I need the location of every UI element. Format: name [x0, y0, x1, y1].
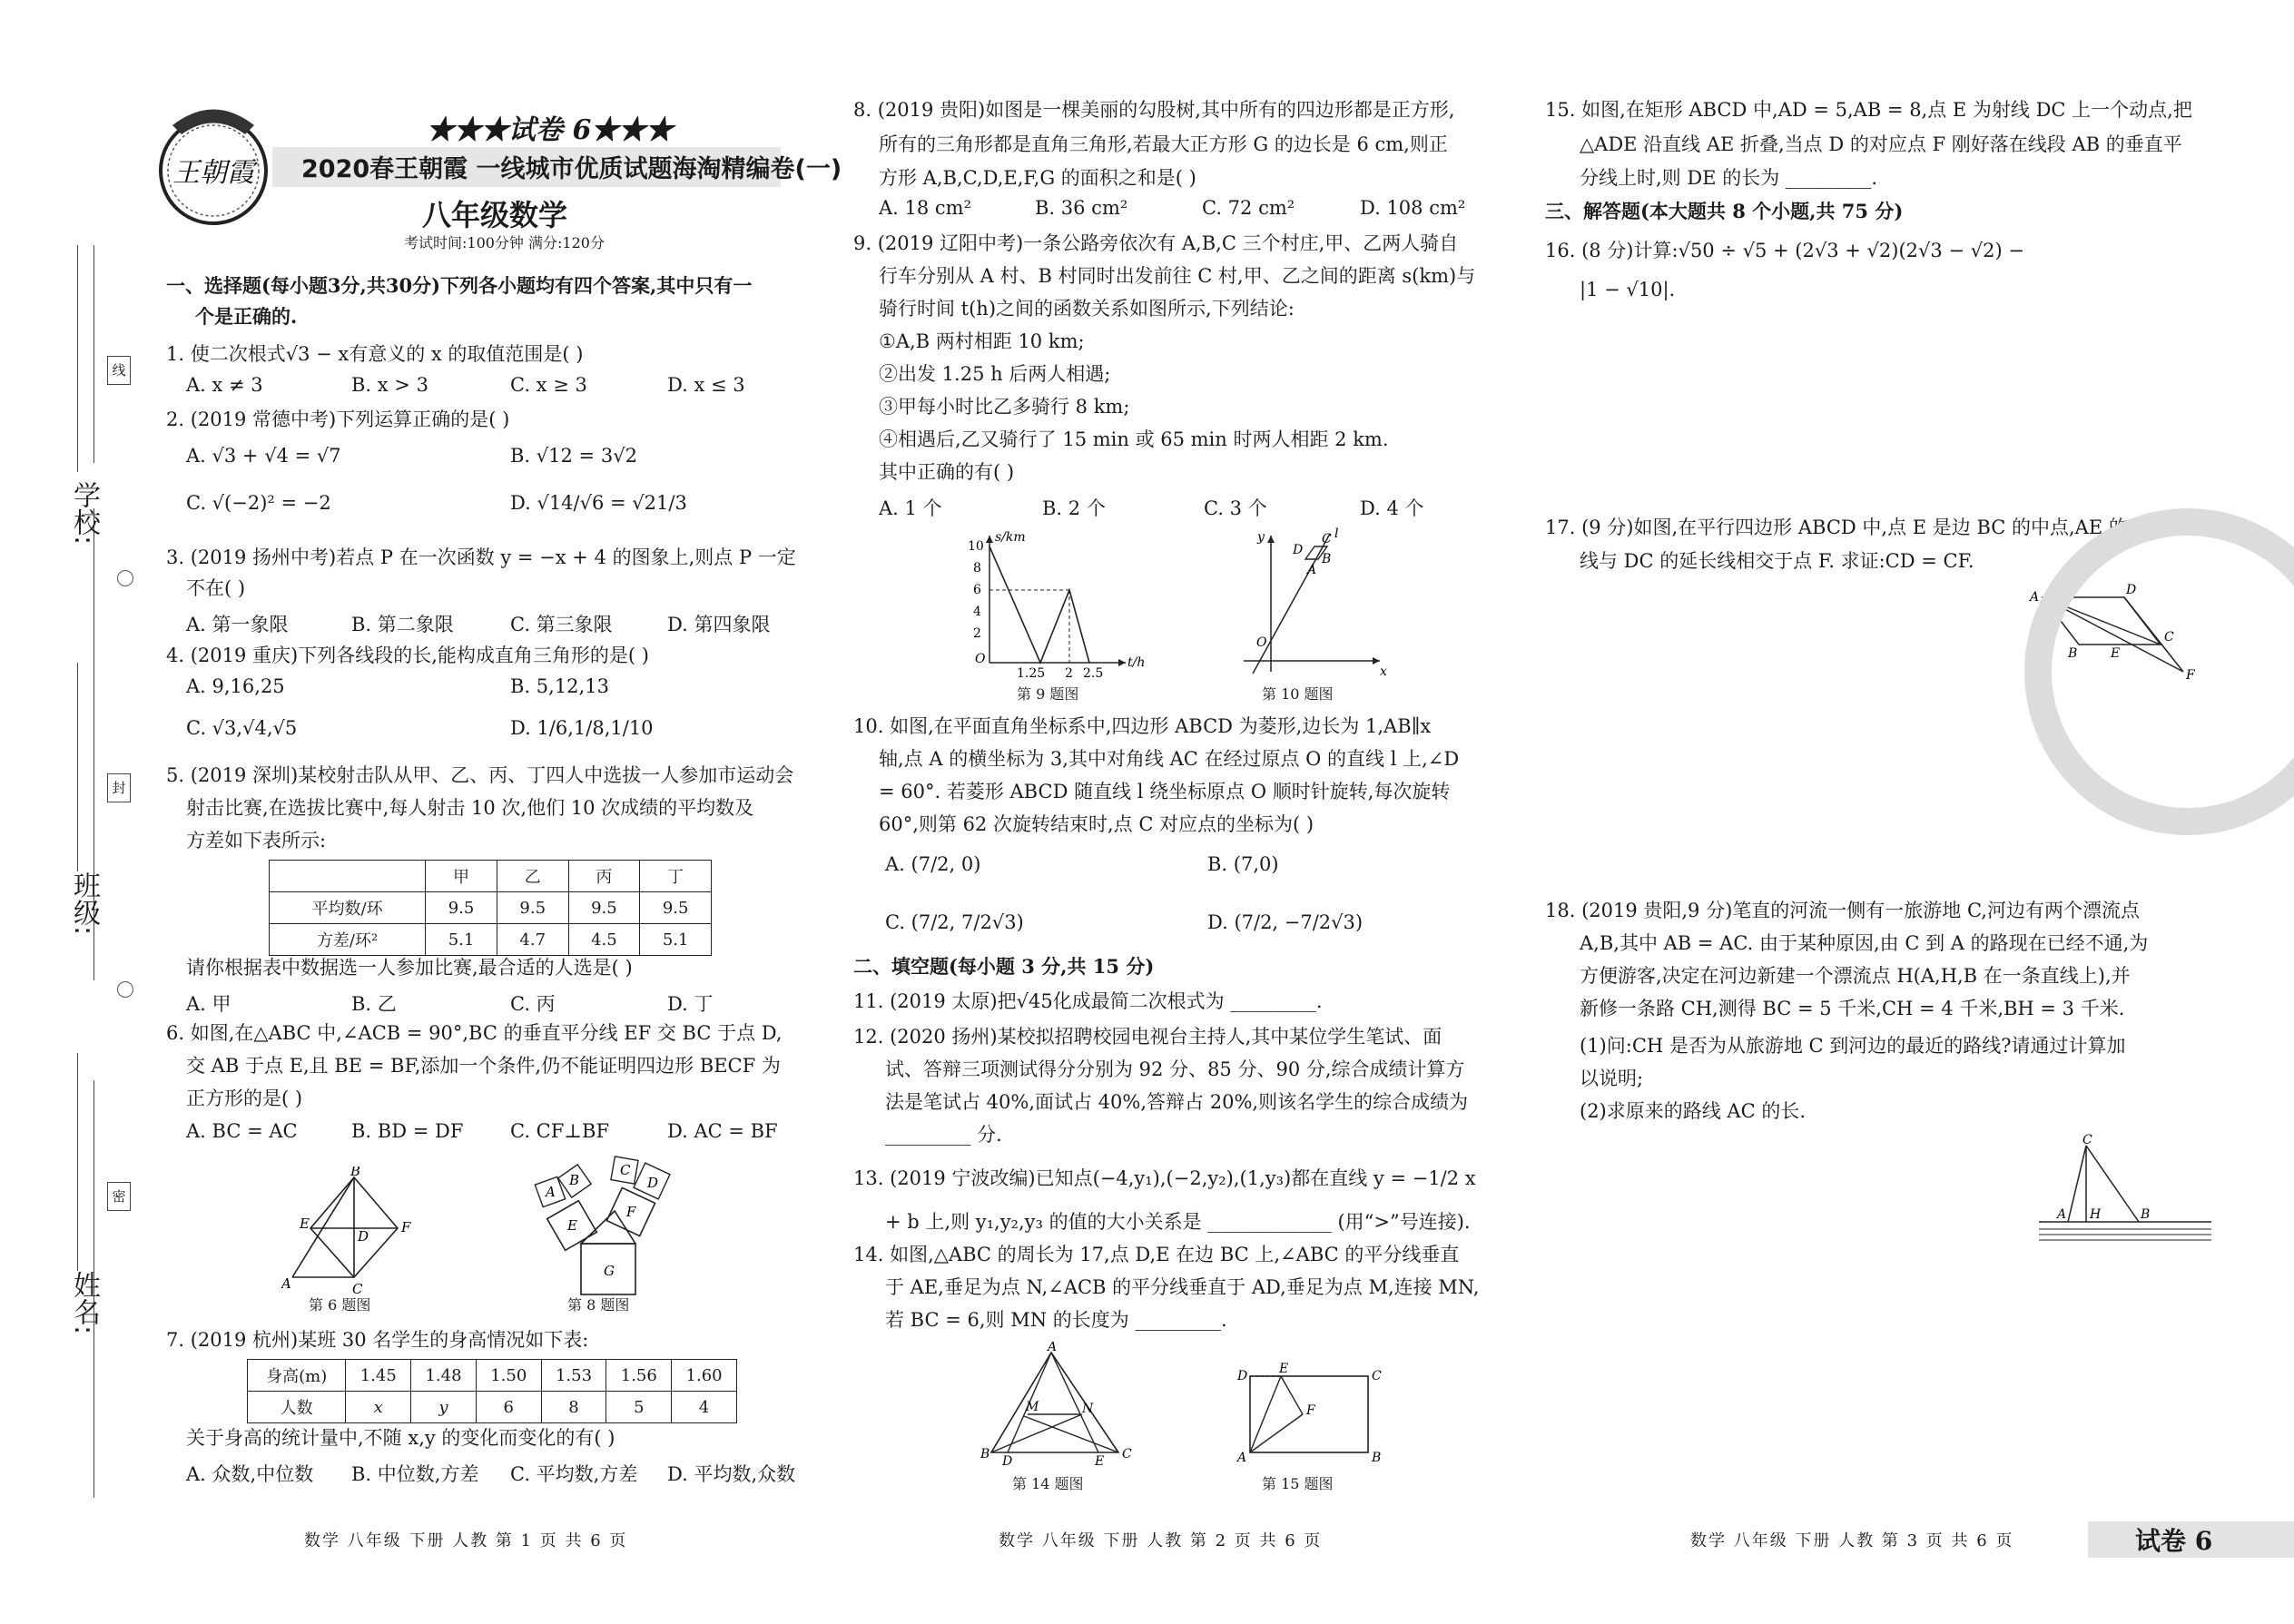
question-18-part2: (2)求原来的路线 AC 的长.	[1580, 1100, 1807, 1122]
svg-text:F: F	[626, 1204, 636, 1220]
hole-1	[117, 570, 133, 586]
question-18-line2: A,B,其中 AB = AC. 由于某种原因,由 C 到 A 的路现在已经不通,为	[1580, 932, 2149, 954]
svg-text:4: 4	[973, 605, 981, 619]
svg-text:2: 2	[973, 626, 981, 641]
svg-text:D: D	[2126, 583, 2137, 597]
section-1-title: 一、选择题(每小题3分,共30分)下列各小题均有四个答案,其中只有一	[166, 274, 753, 297]
question-12-line3: 法是笔试占 40%,面试占 40%,答辩占 20%,则该名学生的综合成绩为	[885, 1091, 1469, 1113]
svg-text:E: E	[1095, 1454, 1105, 1469]
question-7: 7. (2019 杭州)某班 30 名学生的身高情况如下表:	[166, 1329, 589, 1351]
q10-option-b: B. (7,0)	[1207, 853, 1279, 875]
question-8-line3: 方形 A,B,C,D,E,F,G 的面积之和是( )	[879, 167, 1196, 189]
q2-option-d: D. √14/√6 = √21/3	[510, 492, 687, 514]
hole-2	[117, 981, 133, 998]
question-14-line2: 于 AE,垂足为点 N,∠ACB 的平分线垂直于 AD,垂足为点 M,连接 MN,	[885, 1276, 1480, 1298]
question-9-stmt1: ①A,B 两村相距 10 km;	[879, 330, 1085, 352]
exam-meta: 考试时间:100分钟 满分:120分	[404, 234, 605, 251]
question-9-stmt2: ②出发 1.25 h 后两人相遇;	[879, 363, 1111, 385]
question-9-prompt: 其中正确的有( )	[879, 461, 1015, 483]
svg-text:t/h: t/h	[1127, 655, 1144, 670]
svg-text:s/km: s/km	[995, 530, 1026, 545]
question-10: 10. 如图,在平面直角坐标系中,四边形 ABCD 为菱形,边长为 1,AB∥x	[853, 715, 1432, 737]
svg-text:A: A	[1307, 563, 1317, 577]
svg-text:C: C	[1322, 532, 1332, 546]
svg-text:D: D	[647, 1175, 659, 1191]
logo-emblem	[154, 98, 272, 234]
q1-option-c: C. x ≥ 3	[510, 374, 587, 396]
figure-15-caption: 第 15 题图	[1262, 1475, 1334, 1492]
q3-option-c: C. 第三象限	[510, 614, 613, 635]
q8-option-c: C. 72 cm²	[1202, 197, 1295, 219]
question-6-line2: 交 AB 于点 E,且 BE = BF,添加一个条件,仍不能证明四边形 BECF 为	[186, 1055, 781, 1077]
svg-text:H: H	[2090, 1207, 2102, 1222]
q7-option-d: D. 平均数,众数	[667, 1463, 796, 1485]
q1-option-a: A. x ≠ 3	[186, 374, 263, 396]
section-1-title-cont: 个是正确的.	[195, 305, 298, 328]
q7-option-c: C. 平均数,方差	[510, 1463, 638, 1485]
svg-text:N: N	[1082, 1402, 1094, 1416]
question-15-line3: 分线上时,则 DE 的长为 _________.	[1580, 167, 1878, 189]
svg-text:C: C	[620, 1162, 631, 1178]
figure-6-caption: 第 6 题图	[309, 1296, 371, 1314]
table-row: 人数 x y 6 8 5 4	[248, 1392, 737, 1423]
svg-text:C: C	[352, 1281, 363, 1297]
figure-10-caption: 第 10 题图	[1262, 685, 1334, 703]
question-12: 12. (2020 扬州)某校拟招聘校园电视台主持人,其中某位学生笔试、面	[853, 1026, 1442, 1048]
seal-mark-1: 线	[107, 356, 131, 385]
question-16-line2: |1 − √10|.	[1580, 279, 1676, 300]
question-6-line3: 正方形的是( )	[186, 1088, 303, 1109]
question-17-line2: 线与 DC 的延长线相交于点 F. 求证:CD = CF.	[1580, 550, 1974, 572]
question-7-prompt: 关于身高的统计量中,不随 x,y 的变化而变化的有( )	[186, 1427, 615, 1449]
svg-text:A: A	[2030, 590, 2040, 605]
question-5-line2: 射击比赛,在选拔比赛中,每人射击 10 次,他们 10 次成绩的平均数及	[186, 797, 754, 819]
table-row: 甲 乙 丙 丁	[270, 861, 712, 892]
q4-option-c: C. √3,√4,√5	[186, 717, 298, 739]
question-9-line2: 行车分别从 A 村、B 村同时出发前往 C 村,甲、乙之间的距离 s(km)与	[879, 265, 1476, 287]
svg-text:1.25: 1.25	[1017, 666, 1046, 681]
table-row: 平均数/环 9.5 9.5 9.5 9.5	[270, 892, 712, 924]
svg-text:E: E	[300, 1216, 310, 1232]
figure-14-caption: 第 14 题图	[1012, 1475, 1084, 1492]
svg-text:l: l	[1334, 527, 1339, 541]
q5-option-b: B. 乙	[351, 993, 397, 1015]
svg-text:B: B	[2068, 646, 2078, 661]
question-8-line2: 所有的三角形都是直角三角形,若最大正方形 G 的边长是 6 cm,则正	[879, 133, 1448, 155]
svg-text:A: A	[281, 1275, 291, 1292]
figure-10	[1235, 527, 1389, 681]
question-9-line3: 骑行时间 t(h)之间的函数关系如图所示,下列结论:	[879, 298, 1295, 320]
svg-text:A: A	[2057, 1207, 2067, 1222]
q9-option-c: C. 3 个	[1204, 497, 1267, 519]
svg-text:y: y	[1257, 530, 1265, 545]
svg-text:x: x	[1380, 664, 1387, 679]
q6-option-c: C. CF⊥BF	[510, 1120, 610, 1142]
table-row: 身高(m) 1.45 1.48 1.50 1.53 1.56 1.60	[248, 1360, 737, 1392]
svg-text:F: F	[401, 1219, 411, 1235]
svg-text:B: B	[2141, 1207, 2151, 1222]
question-9: 9. (2019 辽阳中考)一条公路旁依次有 A,B,C 三个村庄,甲、乙两人骑自	[853, 232, 1459, 254]
figure-8	[531, 1153, 685, 1298]
question-16: 16. (8 分)计算:√50 ÷ √5 + (2√3 + √2)(2√3 − √2) −	[1545, 240, 2024, 261]
question-18: 18. (2019 贵阳,9 分)笔直的河流一侧有一旅游地 C,河边有两个漂流点	[1545, 900, 2140, 921]
figure-15	[1230, 1362, 1384, 1471]
figure-6	[281, 1166, 418, 1303]
question-14-line3: 若 BC = 6,则 MN 的长度为 _________.	[885, 1309, 1227, 1331]
question-3: 3. (2019 扬州中考)若点 P 在一次函数 y = −x + 4 的图象上,则点 P 一定	[166, 546, 796, 568]
q4-option-a: A. 9,16,25	[186, 675, 285, 697]
question-6: 6. 如图,在△ABC 中,∠ACB = 90°,BC 的垂直平分线 EF 交 BC 于点 D,	[166, 1022, 783, 1044]
question-5-line3: 方差如下表所示:	[186, 830, 327, 851]
svg-text:F: F	[1306, 1403, 1315, 1418]
q3-option-a: A. 第一象限	[186, 614, 289, 635]
q1-option-d: D. x ≤ 3	[667, 374, 745, 396]
svg-text:A: A	[1048, 1342, 1058, 1354]
q5-option-c: C. 丙	[510, 993, 556, 1015]
figure-9-caption: 第 9 题图	[1017, 685, 1079, 703]
svg-text:8: 8	[973, 561, 981, 576]
question-15-line2: △ADE 沿直线 AE 折叠,当点 D 的对应点 F 刚好落在线段 AB 的垂直平	[1580, 133, 2182, 155]
series-title: 2020春王朝霞 一线城市优质试题海淘精编卷(一)	[301, 155, 842, 183]
footer-page-3: 数学 八年级 下册 人教 第 3 页 共 6 页	[1690, 1531, 2014, 1550]
svg-text:C: C	[2082, 1133, 2092, 1147]
svg-text:E: E	[1279, 1362, 1289, 1376]
svg-text:王朝霞: 王朝霞	[172, 157, 254, 189]
svg-text:O: O	[975, 652, 986, 666]
svg-text:D: D	[1293, 543, 1304, 557]
table-row: 方差/环² 5.1 4.7 4.5 5.1	[270, 924, 712, 956]
question-9-stmt4: ④相遇后,乙又骑行了 15 min 或 65 min 时两人相距 2 km.	[879, 428, 1389, 450]
question-5-table	[269, 860, 712, 956]
svg-text:D: D	[1237, 1369, 1248, 1383]
question-13-line2: + b 上,则 y₁,y₂,y₃ 的值的大小关系是 _____________ (用“>”号连接).	[885, 1211, 1471, 1233]
question-1: 1. 使二次根式√3 − x有意义的 x 的取值范围是( )	[166, 343, 584, 365]
svg-text:A: A	[1237, 1451, 1247, 1465]
q10-option-d: D. (7/2, −7/2√3)	[1207, 911, 1364, 933]
subject-title: 八年级数学	[422, 198, 568, 232]
svg-text:C: C	[2164, 630, 2174, 645]
svg-text:D: D	[358, 1228, 369, 1245]
q6-option-a: A. BC = AC	[186, 1120, 298, 1142]
exam-badge: ★★★试卷 6★★★	[427, 114, 674, 146]
svg-text:E: E	[2111, 646, 2121, 661]
figure-14	[980, 1342, 1135, 1469]
footer-page-2: 数学 八年级 下册 人教 第 2 页 共 6 页	[999, 1531, 1323, 1550]
q2-option-c: C. √(−2)² = −2	[186, 492, 331, 514]
svg-text:2: 2	[1065, 666, 1073, 681]
svg-text:B: B	[1372, 1451, 1382, 1465]
q7-option-b: B. 中位数,方差	[351, 1463, 479, 1485]
svg-text:2.5: 2.5	[1083, 666, 1104, 681]
q9-option-d: D. 4 个	[1360, 497, 1424, 519]
svg-text:B: B	[350, 1166, 361, 1179]
question-8: 8. (2019 贵阳)如图是一棵美丽的勾股树,其中所有的四边形都是正方形,	[853, 99, 1455, 121]
figure-9	[962, 527, 1144, 681]
question-18-part1: (1)问:CH 是否为从旅游地 C 到河边的最近的路线?请通过计算加	[1580, 1035, 2126, 1057]
seal-mark-2: 封	[107, 773, 131, 802]
question-12-line2: 试、答辩三项测试得分分别为 92 分、85 分、90 分,综合成绩计算方	[885, 1058, 1465, 1080]
question-17: 17. (9 分)如图,在平行四边形 ABCD 中,点 E 是边 BC 的中点,AE 的延长	[1545, 517, 2166, 538]
footer-page-1: 数学 八年级 下册 人教 第 1 页 共 6 页	[304, 1531, 628, 1550]
question-11: 11. (2019 太原)把√45化成最简二次根式为 _________.	[853, 990, 1323, 1012]
question-10-line2: 轴,点 A 的横坐标为 3,其中对角线 AC 在经过原点 O 的直线 l 上,∠D	[879, 748, 1460, 770]
q4-option-b: B. 5,12,13	[510, 675, 609, 697]
q9-option-a: A. 1 个	[879, 497, 942, 519]
name-blank	[77, 1053, 78, 1271]
seal-mark-3: 密	[107, 1182, 131, 1211]
q4-option-d: D. 1/6,1/8,1/10	[510, 717, 654, 739]
q8-option-b: B. 36 cm²	[1035, 197, 1128, 219]
q2-option-b: B. √12 = 3√2	[510, 445, 637, 467]
question-7-table	[247, 1359, 737, 1423]
figure-8-caption: 第 8 题图	[567, 1296, 630, 1314]
footer-tag: 试卷 6	[2135, 1526, 2213, 1556]
svg-text:C: C	[1122, 1447, 1132, 1462]
question-14: 14. 如图,△ABC 的周长为 17,点 D,E 在边 BC 上,∠ABC 的平分线垂直	[853, 1244, 1460, 1265]
svg-text:B: B	[1322, 552, 1332, 566]
school-label: 学校:	[68, 481, 100, 546]
svg-text:C: C	[1372, 1369, 1382, 1383]
svg-text:A: A	[546, 1184, 556, 1200]
question-2: 2. (2019 常德中考)下列运算正确的是( )	[166, 408, 510, 430]
q1-option-b: B. x > 3	[351, 374, 428, 396]
q5-option-a: A. 甲	[186, 993, 231, 1015]
q2-option-a: A. √3 + √4 = √7	[186, 445, 341, 467]
svg-text:G: G	[604, 1263, 615, 1279]
q6-option-d: D. AC = BF	[667, 1120, 778, 1142]
question-3-cont: 不在( )	[186, 577, 246, 599]
svg-text:D: D	[1002, 1454, 1013, 1469]
question-5-prompt: 请你根据表中数据选一人参加比赛,最合适的人选是( )	[186, 957, 633, 979]
q8-option-a: A. 18 cm²	[879, 197, 972, 219]
question-18-part1-cont: 以说明;	[1580, 1068, 1644, 1089]
svg-text:E: E	[567, 1217, 577, 1234]
q10-option-a: A. (7/2, 0)	[885, 853, 981, 875]
question-9-stmt3: ③甲每小时比乙多骑行 8 km;	[879, 396, 1130, 418]
question-18-line4: 新修一条路 CH,测得 BC = 5 千米,CH = 4 千米,BH = 3 千米.	[1580, 998, 2125, 1019]
q5-option-d: D. 丁	[667, 993, 714, 1015]
question-13: 13. (2019 宁波改编)已知点(−4,y₁),(−2,y₂),(1,y₃)都在直线 y = −1/2 x	[853, 1167, 1476, 1189]
q6-option-b: B. BD = DF	[351, 1120, 464, 1142]
section-2-title: 二、填空题(每小题 3 分,共 15 分)	[853, 955, 1155, 978]
question-4: 4. (2019 重庆)下列各线段的长,能构成直角三角形的是( )	[166, 645, 649, 666]
svg-text:B: B	[980, 1447, 990, 1462]
question-10-line3: = 60°. 若菱形 ABCD 随直线 l 绕坐标原点 O 顺时针旋转,每次旋转	[879, 781, 1451, 802]
question-15: 15. 如图,在矩形 ABCD 中,AD = 5,AB = 8,点 E 为射线 DC 上一个动点,把	[1545, 99, 2192, 121]
q7-option-a: A. 众数,中位数	[186, 1463, 314, 1485]
svg-text:6: 6	[973, 583, 981, 597]
question-5: 5. (2019 深圳)某校射击队从甲、乙、丙、丁四人中选拔一人参加市运动会	[166, 764, 794, 786]
q9-option-b: B. 2 个	[1042, 497, 1106, 519]
seal-watermark	[2024, 508, 2294, 835]
class-label: 班级:	[68, 871, 100, 936]
q3-option-d: D. 第四象限	[667, 614, 771, 635]
q10-option-c: C. (7/2, 7/2√3)	[885, 911, 1024, 933]
q3-option-b: B. 第二象限	[351, 614, 454, 635]
school-blank	[77, 245, 78, 472]
svg-text:B: B	[569, 1172, 580, 1188]
svg-text:F: F	[2186, 668, 2195, 683]
figure-18	[2033, 1133, 2215, 1251]
svg-text:M: M	[1026, 1400, 1039, 1414]
svg-text:O: O	[1256, 635, 1267, 650]
question-12-line4: _________ 分.	[885, 1124, 1002, 1146]
q8-option-d: D. 108 cm²	[1360, 197, 1466, 219]
svg-text:10: 10	[968, 539, 984, 554]
name-label: 姓名:	[68, 1271, 100, 1335]
question-10-line4: 60°,则第 62 次旋转结束时,点 C 对应点的坐标为( )	[879, 813, 1314, 835]
class-blank	[77, 663, 78, 871]
section-3-title: 三、解答题(本大题共 8 个小题,共 75 分)	[1545, 200, 1904, 222]
question-18-line3: 方便游客,决定在河边新建一个漂流点 H(A,H,B 在一条直线上),并	[1580, 965, 2131, 987]
